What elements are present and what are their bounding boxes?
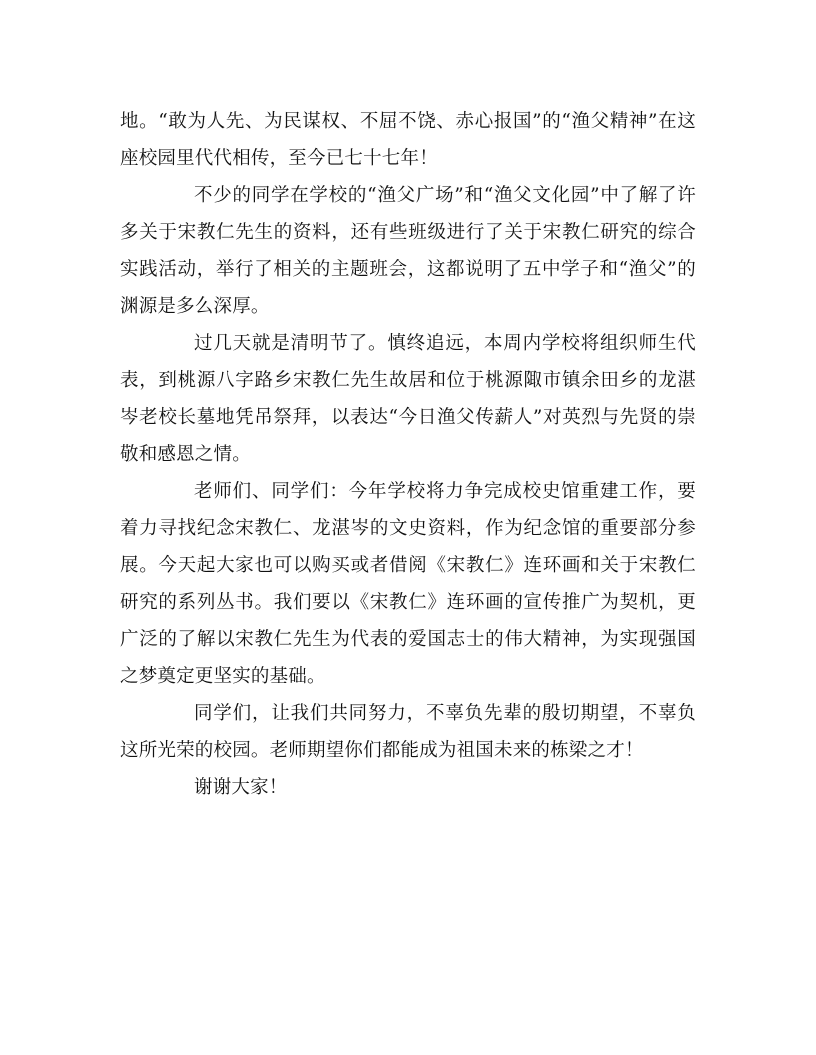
closing-thanks: 谢谢大家！ (194, 777, 288, 798)
paragraph-yufu-square: 不少的同学在学校的“渔父广场”和“渔父文化园”中了解了许多关于宋教仁先生的资料，还有些班级进行了关于宋教仁研究的综合实践活动，举行了相关的主题班会，这都说明了五中学子和“渔父”的渊源是多么深厚。 (120, 185, 696, 317)
paragraph-continuation: 地。“敢为人先、为民谋权、不屈不饶、赤心报国”的“渔父精神”在这座校园里代代相传，至今已七十七年！ (120, 111, 696, 169)
paragraph-school-history-hall: 老师们、同学们：今年学校将力争完成校史馆重建工作，要着力寻找纪念宋教仁、龙湛岑的文史资料，作为纪念馆的重要部分参展。今天起大家也可以购买或者借阅《宋教仁》连环画和关于宋教仁研究的系列丛书。我们要以《宋教仁》连环画的宣传推广为契机，更广泛的了解以宋教仁先生为代表的爱国志士的伟大精神，为实现强国之梦奠定更坚实的基础。 (120, 481, 696, 687)
document-body (120, 103, 696, 806)
paragraph-qingming: 过几天就是清明节了。慎终追远，本周内学校将组织师生代表，到桃源八字路乡宋教仁先生故居和位于桃源陬市镇余田乡的龙湛岑老校长墓地凭吊祭拜，以表达“今日渔父传薪人”对英烈与先贤的崇敬和感恩之情。 (120, 333, 696, 465)
paragraph-encouragement: 同学们，让我们共同努力，不辜负先辈的殷切期望，不辜负这所光荣的校园。老师期望你们都能成为祖国未来的栋梁之才！ (120, 703, 696, 761)
